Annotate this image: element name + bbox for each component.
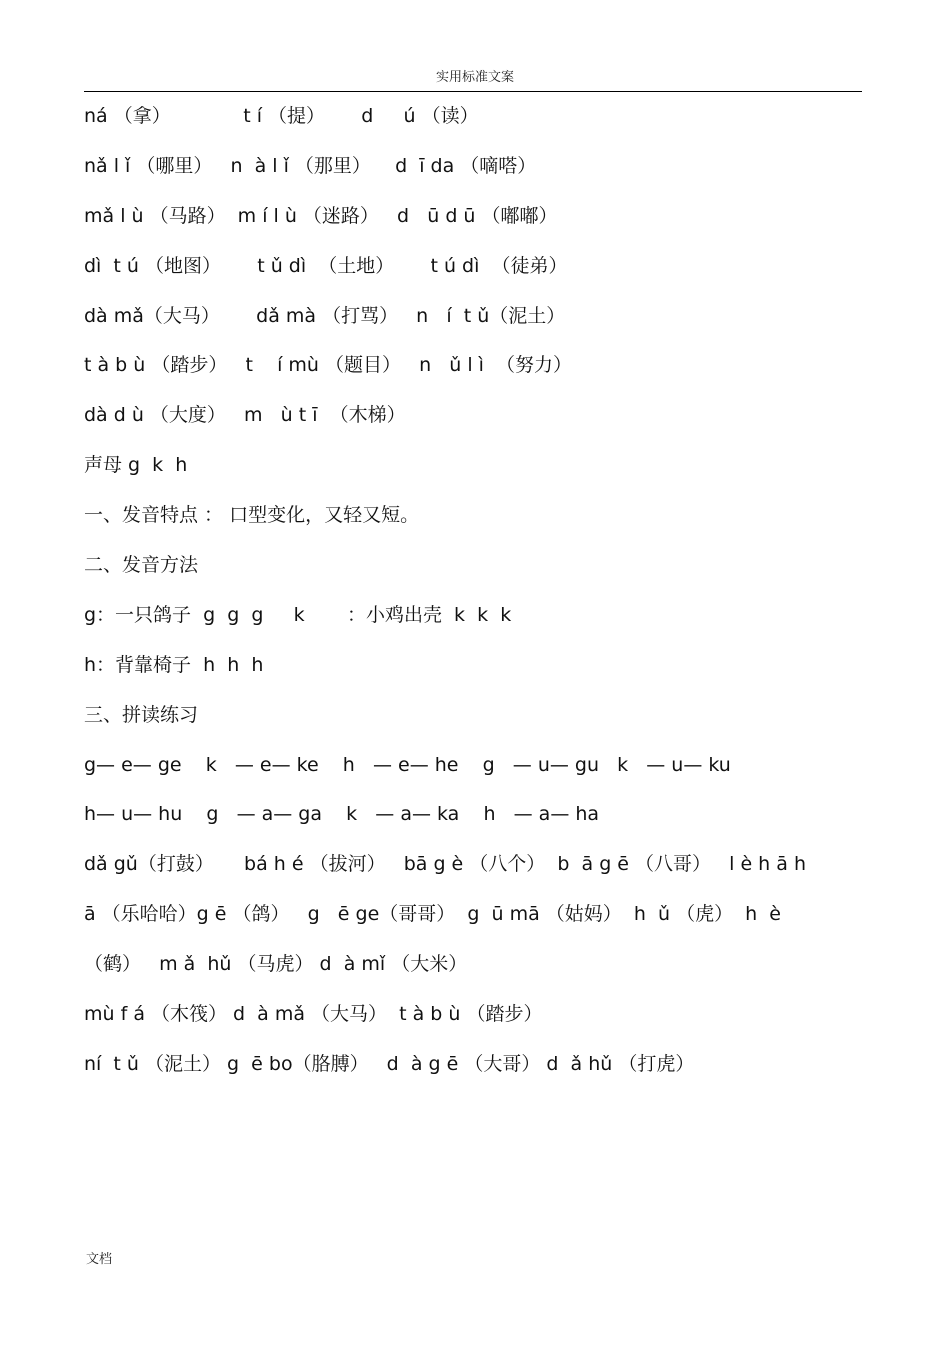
text-line: dǎ gǔ（打鼓） bá h é （拔河） bā g è （八个） b ā g ē （八哥） l è h ā h (84, 853, 806, 876)
document-body (84, 98, 874, 1096)
section-heading: 一、发音特点 ： 口型变化，又轻又短。 (84, 504, 420, 527)
text-line: t à b ù （踏步） t í mù （题目） n ǔ l ì （努力） (84, 354, 573, 377)
section-heading: 二、发音方法 (84, 554, 199, 577)
text-line: ā （乐哈哈）g ē （鸽） g ē ge（哥哥） g ū mā （姑妈） h ǔ （虎） h è (84, 903, 781, 926)
text-line: ná （拿） t í （提） d ú （读） (84, 105, 479, 127)
text-line: （鹤） m ǎ hǔ （马虎） d à mǐ （大米） (84, 953, 468, 976)
text-line: h：背靠椅子 h h h (84, 653, 264, 676)
page-header: 实用标准文案 (435, 70, 514, 85)
text-line: h— u— hu g — a— ga k — a— ka h — a— ha (84, 803, 600, 826)
text-line: dì t ú （地图） t ǔ dì （土地） t ú dì （徒弟） (84, 254, 568, 277)
text-line: mù f á （木筏） d à mǎ （大马） t à b ù （踏步） (84, 1003, 543, 1026)
text-line: g— e— ge k — e— ke h — e— he g — u— gu k — u— ku (84, 753, 731, 776)
text-line: dà mǎ（大马） dǎ mà （打骂） n í t ǔ（泥土） (84, 304, 566, 327)
section-title: 声母 g k h (84, 454, 188, 477)
text-line: nǎ l ǐ （哪里） n à l ǐ （那里） d ī da （嘀嗒） (84, 154, 537, 177)
header-rule (84, 91, 862, 92)
page-footer: 文档 (86, 1252, 113, 1267)
text-line: g：一只鸽子 g g g k ：小鸡出壳 k k k (84, 603, 512, 626)
text-line: ní t ǔ （泥土） g ē bo（胳膊） d à g ē （大哥） d ǎ hǔ （打虎） (84, 1052, 695, 1075)
text-line: mǎ l ù （马路） m í l ù （迷路） d ū d ū （嘟嘟） (84, 204, 558, 227)
section-heading: 三、拼读练习 (84, 703, 199, 726)
text-line: dà d ù （大度） m ù t ī （木梯） (84, 404, 406, 427)
